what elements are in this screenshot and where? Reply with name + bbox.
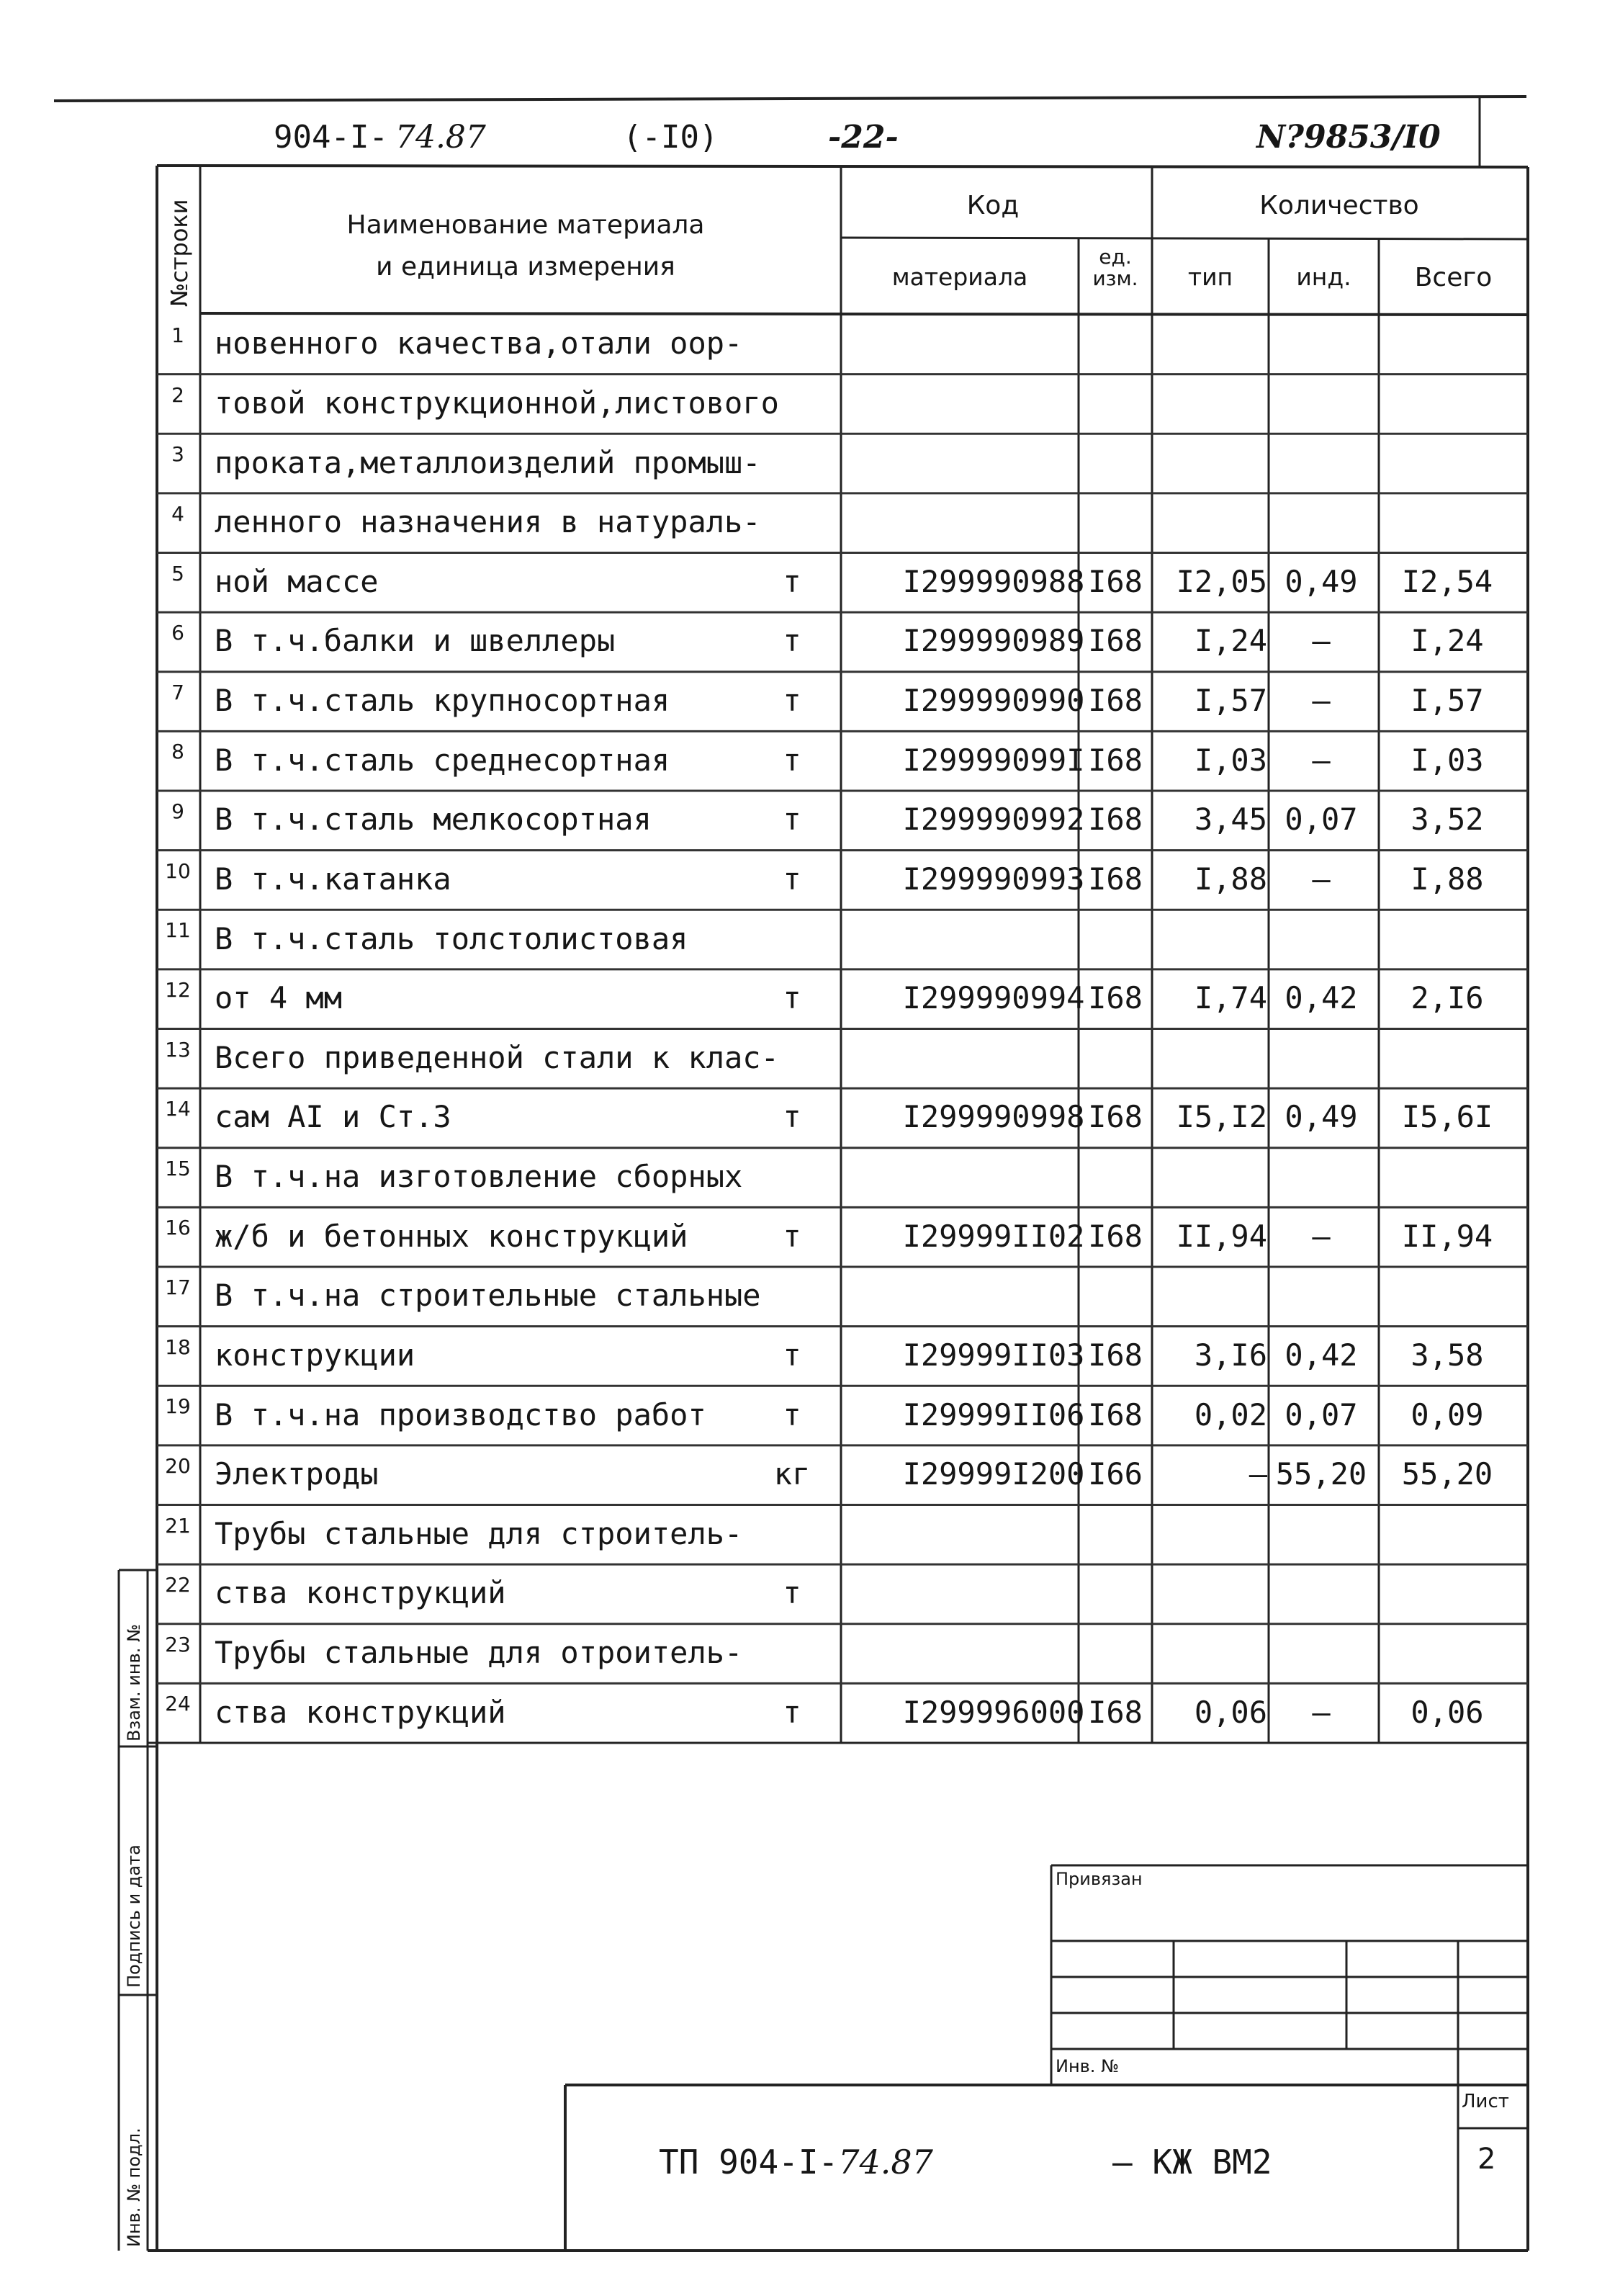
row-unit: т [783,1575,801,1611]
row-unit: т [783,980,801,1016]
row-name: ленного назначения в натураль- [215,504,761,540]
row-number: 24 [165,1692,191,1716]
row-qty-ind: 55,20 [1275,1456,1367,1492]
row-name: новенного качества,отали оор- [215,326,743,362]
row-number: 1 [171,323,184,347]
row-unit-code: I68 [1088,1337,1143,1373]
ed-header: ед. изм. [1092,245,1138,290]
row-unit-code: I66 [1088,1456,1143,1492]
footer-code: ТП 904-I-74.87 [659,2143,933,2181]
row-number: 17 [165,1275,191,1299]
row-qty-total: II,94 [1401,1218,1493,1254]
row-unit-code: I68 [1088,1218,1143,1254]
row-qty-total: I,03 [1411,742,1484,778]
row-name: товой конструкционной,листового [215,385,779,421]
row-qty-total: I,57 [1411,683,1484,719]
row-unit: т [783,1218,801,1254]
row-material-code: I299990994 [902,980,1085,1016]
row-unit: т [783,563,801,599]
row-qty-tip: 0,06 [1194,1694,1267,1730]
row-unit-code: I68 [1088,742,1143,778]
row-number: 14 [165,1097,191,1121]
row-qty-total: 2,I6 [1411,980,1484,1016]
row-material-code: I29999II03 [902,1337,1085,1373]
row-no-header: №строки [166,199,193,307]
inv-no-label: Инв. № [1056,2056,1120,2076]
row-qty-tip: I,57 [1194,683,1267,719]
row-unit: т [783,802,801,838]
row-qty-ind: 0,49 [1285,1099,1358,1135]
row-qty-tip: I,74 [1194,980,1267,1016]
row-name: В т.ч.на строительные стальные [215,1278,761,1314]
row-name: проката,металлоизделий промыш- [215,444,761,480]
list-number: 2 [1477,2143,1496,2176]
row-number: 10 [165,858,191,883]
row-qty-tip: II,94 [1176,1218,1267,1254]
row-name: В т.ч.сталь мелкосортная [215,802,652,838]
row-material-code: I299990993 [902,861,1085,897]
material-header: материала [891,263,1028,291]
row-name: В т.ч.на изготовление сборных [215,1159,743,1195]
row-qty-total: 55,20 [1401,1456,1493,1492]
row-number: 18 [165,1335,191,1359]
inv-podl-label: Инв. № подл. [124,2127,144,2247]
row-qty-total: 0,09 [1411,1396,1484,1432]
row-unit-code: I68 [1088,563,1143,599]
row-number: 9 [171,799,184,823]
privyazan-label: Привязан [1056,1869,1143,1889]
row-name: В т.ч.на производство работ [215,1396,706,1432]
row-number: 16 [165,1216,191,1240]
row-number: 11 [165,918,191,943]
row-qty-tip: 3,45 [1194,802,1267,838]
row-qty-tip: I2,05 [1176,563,1267,599]
kod-header: Код [966,191,1020,220]
row-qty-total: 3,58 [1411,1337,1484,1373]
row-number: 23 [165,1632,191,1656]
row-qty-tip: I,24 [1194,623,1267,659]
row-qty-ind: 0,07 [1285,802,1358,838]
row-qty-total: 0,06 [1411,1694,1484,1730]
row-qty-ind: 0,42 [1285,980,1358,1016]
row-unit: т [783,683,801,719]
row-unit-code: I68 [1088,861,1143,897]
row-unit: т [783,1694,801,1730]
row-qty-ind: 0,42 [1285,1337,1358,1373]
row-qty-ind: – [1312,683,1331,719]
row-number: 19 [165,1394,191,1419]
ind-header: инд. [1296,263,1351,291]
row-unit-code: I68 [1088,683,1143,719]
document-code: 904-I- 74.87 [274,119,486,156]
row-qty-total: I2,54 [1401,563,1493,599]
row-unit-code: I68 [1088,1099,1143,1135]
row-unit: кг [773,1456,811,1492]
row-material-code: I299996000 [902,1694,1085,1730]
row-qty-ind: – [1312,623,1331,659]
row-unit: т [783,1337,801,1373]
row-material-code: I299990990 [902,683,1085,719]
name-header-line1: Наименование материала [346,210,705,240]
row-material-code: I299990992 [902,802,1085,838]
row-name: от 4 мм [215,980,343,1016]
row-material-code: I299990998 [902,1099,1085,1135]
row-unit-code: I68 [1088,802,1143,838]
row-qty-tip: I5,I2 [1176,1099,1267,1135]
row-qty-ind: – [1312,1218,1331,1254]
row-material-code: I299990989 [902,623,1085,659]
row-number: 4 [171,501,184,526]
row-name: ства конструкций [215,1575,506,1611]
page-number: -22- [828,119,899,156]
row-name: Трубы стальные для отроитель- [215,1635,743,1671]
row-number: 21 [165,1513,191,1538]
row-name: Всего приведенной стали к клас- [215,1039,779,1075]
row-name: сам AI и Ст.3 [215,1099,451,1135]
row-number: 22 [165,1573,191,1597]
row-unit: т [783,623,801,659]
row-qty-ind: 0,07 [1285,1396,1358,1432]
document-variant: (-I0) [623,119,719,156]
row-material-code: I29999II02 [902,1218,1085,1254]
row-name: В т.ч.сталь среднесортная [215,742,670,778]
inventory-number: N?9853/I0 [1256,119,1441,156]
kolichestvo-header: Количество [1259,191,1419,220]
row-qty-tip: 3,I6 [1194,1337,1267,1373]
name-header-line2: и единица измерения [376,252,675,282]
podpis-data-label: Подпись и дата [124,1844,144,1988]
row-unit-code: I68 [1088,623,1143,659]
list-label: Лист [1462,2091,1509,2112]
row-unit: т [783,861,801,897]
row-number: 15 [165,1156,191,1180]
row-qty-total: I5,6I [1401,1099,1493,1135]
row-number: 3 [171,442,184,467]
row-name: ства конструкций [215,1694,506,1730]
row-qty-tip: I,88 [1194,861,1267,897]
row-unit-code: I68 [1088,980,1143,1016]
tip-header: тип [1187,263,1233,291]
vzam-inv-label: Взам. инв. № [124,1624,144,1741]
row-name: ной массе [215,563,379,599]
row-qty-ind: – [1312,742,1331,778]
row-qty-ind: – [1312,861,1331,897]
footer-suffix: – КЖ ВМ2 [1112,2143,1272,2181]
vsego-header: Всего [1414,263,1493,292]
row-number: 6 [171,621,184,645]
row-qty-tip: 0,02 [1194,1396,1267,1432]
row-qty-ind: 0,49 [1285,563,1358,599]
row-number: 2 [171,382,184,407]
row-name: В т.ч.сталь толстолистовая [215,920,688,956]
row-name: В т.ч.катанка [215,861,451,897]
row-name: В т.ч.балки и швеллеры [215,623,616,659]
row-name: Электроды [215,1456,379,1492]
row-name: конструкции [215,1337,415,1373]
row-qty-tip: I,03 [1194,742,1267,778]
row-number: 5 [171,561,184,586]
row-number: 13 [165,1037,191,1062]
row-qty-total: I,24 [1411,623,1484,659]
row-unit: т [783,742,801,778]
row-number: 7 [171,680,184,704]
row-number: 12 [165,977,191,1002]
row-number: 8 [171,740,184,764]
row-unit-code: I68 [1088,1396,1143,1432]
row-name: Трубы стальные для строитель- [215,1515,743,1551]
row-qty-ind: – [1312,1694,1331,1730]
row-name: ж/б и бетонных конструкций [215,1218,688,1254]
row-number: 20 [165,1453,191,1478]
row-unit: т [783,1099,801,1135]
row-qty-tip: – [1249,1456,1267,1492]
row-unit: т [783,1396,801,1432]
row-qty-total: I,88 [1411,861,1484,897]
row-material-code: I299990988 [902,563,1085,599]
row-qty-total: 3,52 [1411,802,1484,838]
row-material-code: I29999II06 [902,1396,1085,1432]
row-unit-code: I68 [1088,1694,1143,1730]
row-material-code: I29999099I [902,742,1085,778]
row-material-code: I29999I200 [902,1456,1085,1492]
row-name: В т.ч.сталь крупносортная [215,683,670,719]
